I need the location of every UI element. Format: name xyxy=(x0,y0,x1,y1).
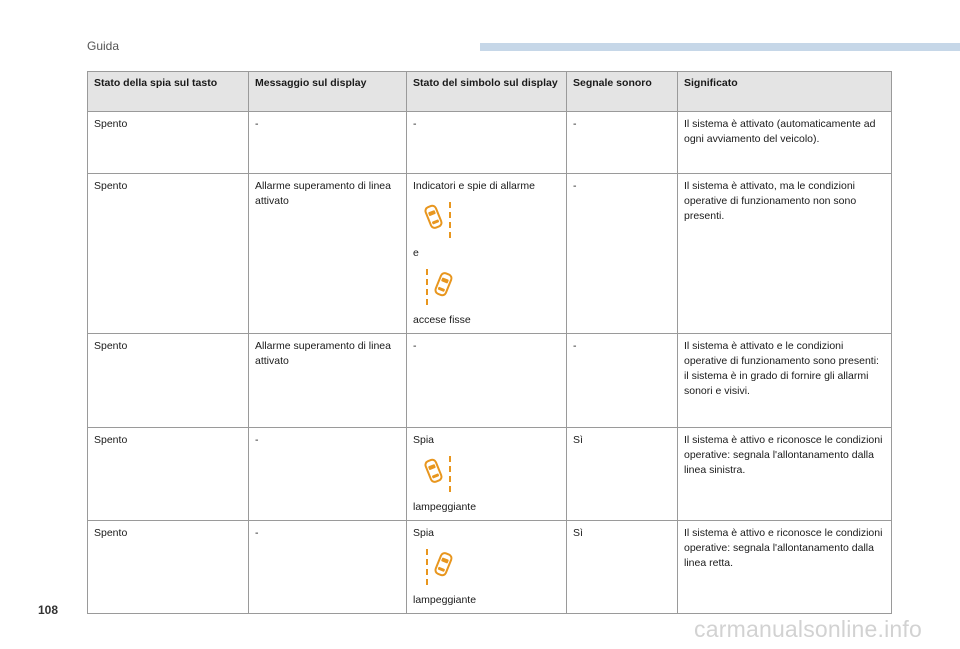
cell-spia: Spento xyxy=(88,521,249,614)
cell-significato: Il sistema è attivo e riconosce le condizioni operative: segnala l'allontanamento dalla linea sinistra. xyxy=(678,428,892,521)
cell-significato: Il sistema è attivato e le condizioni operative di funzionamento sono presenti: il sistema è in grado di fornire gli allarmi sonori e visivi. xyxy=(678,334,892,428)
cell-segnale: - xyxy=(567,174,678,334)
table-row xyxy=(88,334,892,428)
table-header-row xyxy=(88,72,892,112)
symbol-text: lampeggiante xyxy=(413,501,477,513)
table-row xyxy=(88,112,892,174)
lane-departure-right-icon xyxy=(421,454,457,494)
column-header: Significato xyxy=(678,72,892,112)
header-bar xyxy=(480,43,960,51)
cell-simbolo xyxy=(407,174,567,334)
symbol-text: e xyxy=(413,247,419,259)
lane-departure-right-icon xyxy=(421,200,457,240)
cell-messaggio: - xyxy=(249,428,407,521)
lane-departure-left-icon xyxy=(421,267,457,307)
table-row xyxy=(88,174,892,334)
column-header: Messaggio sul display xyxy=(249,72,407,112)
cell-segnale: Sì xyxy=(567,428,678,521)
cell-significato: Il sistema è attivo e riconosce le condizioni operative: segnala l'allontanamento dalla linea retta. xyxy=(678,521,892,614)
cell-messaggio: Allarme superamento di linea attivato xyxy=(249,334,407,428)
lane-departure-left-icon xyxy=(421,547,457,587)
watermark: carmanualsonline.info xyxy=(694,616,922,642)
column-header: Stato della spia sul tasto xyxy=(88,72,249,112)
cell-messaggio: - xyxy=(249,112,407,174)
symbol-text: Spia xyxy=(413,527,435,539)
symbol-text: accese fisse xyxy=(413,314,471,326)
cell-spia: Spento xyxy=(88,428,249,521)
column-header: Stato del simbolo sul display xyxy=(407,72,567,112)
cell-simbolo: - xyxy=(407,112,567,174)
cell-simbolo xyxy=(407,521,567,614)
lane-departure-status-table xyxy=(87,71,892,614)
cell-simbolo xyxy=(407,428,567,521)
cell-significato: Il sistema è attivato (automaticamente ad ogni avviamento del veicolo). xyxy=(678,112,892,174)
cell-simbolo: - xyxy=(407,334,567,428)
table-row xyxy=(88,521,892,614)
cell-segnale: Sì xyxy=(567,521,678,614)
cell-spia: Spento xyxy=(88,174,249,334)
cell-spia: Spento xyxy=(88,112,249,174)
cell-messaggio: - xyxy=(249,521,407,614)
symbol-text: Spia xyxy=(413,434,435,446)
column-header: Segnale sonoro xyxy=(567,72,678,112)
cell-significato: Il sistema è attivato, ma le condizioni operative di funzionamento non sono presenti. xyxy=(678,174,892,334)
cell-segnale: - xyxy=(567,112,678,174)
symbol-text: Indicatori e spie di allarme xyxy=(413,180,535,192)
section-title: Guida xyxy=(87,39,120,53)
symbol-text: lampeggiante xyxy=(413,594,477,606)
cell-segnale: - xyxy=(567,334,678,428)
page-number: 108 xyxy=(38,603,59,617)
table-row xyxy=(88,428,892,521)
cell-spia: Spento xyxy=(88,334,249,428)
cell-messaggio: Allarme superamento di linea attivato xyxy=(249,174,407,334)
